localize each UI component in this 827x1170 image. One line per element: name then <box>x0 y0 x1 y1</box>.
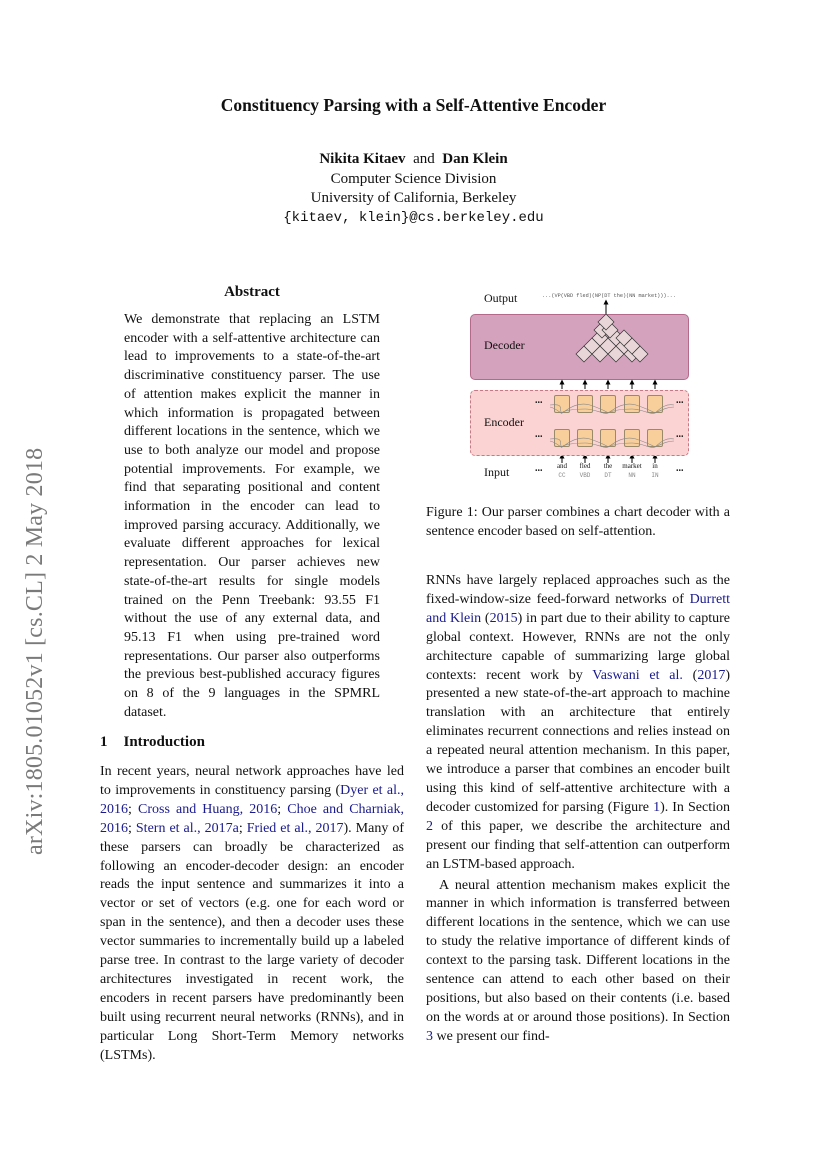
intro-paragraph-1 <box>100 763 404 1066</box>
figure-1-diagram <box>466 285 696 485</box>
text-run: ; <box>128 820 136 836</box>
citation-link[interactable]: Fried et al., 2017 <box>246 820 344 836</box>
abstract-heading: Abstract <box>224 284 280 300</box>
author-names <box>0 150 827 170</box>
input-word: in <box>652 462 658 470</box>
citation-year-link[interactable]: 2017 <box>697 667 726 683</box>
input-label: Input <box>484 465 510 479</box>
right-column <box>426 572 730 1047</box>
citation-link[interactable]: Choe and Charniak, 2016 <box>100 801 405 836</box>
pos-tag: VBD <box>579 472 591 479</box>
author-name: Nikita Kitaev <box>319 151 406 167</box>
input-word: and <box>556 462 568 470</box>
abstract-text: We demonstrate that replacing an LSTM encoder with a self-attentive architecture can lead to improvements to a state-of-the-art discriminative constituency parser. The use of attention makes explicit the manner in which information is propagated between different locations in the sentence, which we use to both analyze our model and propose potential improvements. For example, we find that separating positional and content information in the encoder can lead to improved parsing accuracy. Additionally, we evaluate different approaches for lexical representation. Our parser achieves new state-of-the-art results for single models trained on the Penn Treebank: 93.55 F1 without the use of any external data, and 95.13 F1 when using pre-trained word representations. Our parser also outperforms the previous best-published accuracy figures on 8 of the 9 languages in the SPMRL dataset. <box>124 312 380 720</box>
pos-tag: NN <box>628 472 636 479</box>
ellipsis: ... <box>676 395 684 406</box>
decoder-label: Decoder <box>484 338 525 352</box>
citation-link[interactable]: Cross and Huang, 2016 <box>138 801 278 817</box>
citation-year-link[interactable]: 2015 <box>489 610 518 626</box>
citation-link[interactable]: Stern et al., 2017a <box>135 820 239 836</box>
encoder-label: Encoder <box>484 415 524 429</box>
attention-lines-icon <box>466 285 696 485</box>
text-run: of this paper, we describe the architecture and present our finding that self-attention can outperform an LSTM-based approach. <box>426 818 730 872</box>
ellipsis: ... <box>535 463 543 474</box>
ellipsis: ... <box>676 463 684 474</box>
ellipsis: ... <box>676 429 684 440</box>
text-run: ; <box>128 801 138 817</box>
figure-ref-link[interactable]: 1 <box>653 799 661 815</box>
text-run: we present our find- <box>433 1028 550 1044</box>
text-run: ( <box>682 667 698 683</box>
section-ref-link[interactable]: 2 <box>426 818 433 834</box>
text-run: ; <box>277 801 288 817</box>
pos-tag: DT <box>604 472 612 479</box>
section-heading-introduction <box>100 734 205 751</box>
text-run: ). In Section <box>660 799 730 815</box>
affiliation-university: University of California, Berkeley <box>310 190 517 206</box>
author-joiner: and <box>413 151 435 167</box>
text-run: ) presented a new state-of-the-art approach to machine translation with an architecture that entirely eliminates recurrent connections and relies instead on a repeated neural attention mechanism. In this paper, we introduce a parser that combines an encoder built using this kind of self-attentive architecture with a decoder customized for parsing (Figure <box>426 667 730 815</box>
text-run: RNNs have largely replaced approaches such as the fixed-window-size feed-forward networks of <box>426 573 730 607</box>
text-run: In recent years, neural network approaches have led to improvements in constituency parsing ( <box>100 764 404 798</box>
pos-tag: CC <box>558 472 566 479</box>
ellipsis: ... <box>535 429 543 440</box>
ellipsis: ... <box>535 395 543 406</box>
input-word: market <box>622 462 642 470</box>
paper-title: Constituency Parsing with a Self-Attentive Encoder <box>220 95 607 115</box>
figure-1-caption: Figure 1: Our parser combines a chart decoder with a sentence encoder based on self-attention. <box>426 505 730 539</box>
text-run: ( <box>481 610 490 626</box>
output-sequence: ...(VP(VBD fled)(NP(DT the)(NN market)))... <box>542 293 676 299</box>
author-name: Dan Klein <box>442 151 508 167</box>
intro-paragraph-3 <box>426 877 730 1047</box>
section-ref-link[interactable]: 3 <box>426 1028 433 1044</box>
input-word: fled <box>579 462 591 470</box>
citation-link[interactable]: Dyer et al., 2016 <box>100 782 404 817</box>
section-title: Introduction <box>123 734 205 750</box>
citation-link[interactable]: Durrett and Klein <box>426 591 730 626</box>
text-run: ; <box>238 820 247 836</box>
intro-paragraph-2 <box>426 572 730 875</box>
citation-link[interactable]: Vaswani et al. <box>592 667 683 683</box>
author-email: {kitaev, klein}@cs.berkeley.edu <box>283 209 544 226</box>
text-run: A neural attention mechanism makes explicit the manner in which information is transferred between different locations in the sentence, which we can use to study the relative importance of different kinds of context to the parsing task. Different locations in the sentence can attend to each other based on their positions, but also based on their contents (i.e. based on the words at or around those positions). In Section <box>426 877 730 1025</box>
output-label: Output <box>484 291 518 305</box>
text-run: ) in part due to their ability to capture global context. However, RNNs are not the only architecture capable of summarizing large global contexts: recent work by <box>426 610 730 683</box>
affiliation-dept: Computer Science Division <box>330 170 497 187</box>
pos-tag: IN <box>651 472 659 479</box>
text-run: ). Many of these parsers can broadly be characterized as following an encoder-decoder design: an encoder reads the input sentence and summarizes it into a vector or set of vectors (e.g. one for each word or span in the sentence), and then a decoder uses these vector summaries to incrementally build up a labeled parse tree. In contrast to the large variety of decoder architectures investigated in recent work, the encoders in recent parsers have predominantly been built using recurrent neural networks (RNNs), and in particular Long Short-Term Memory networks (LSTMs). <box>100 820 404 1063</box>
author-block <box>0 150 827 228</box>
arxiv-stamp: arXiv:1805.01052v1 [cs.CL] 2 May 2018 <box>22 447 48 855</box>
input-word: the <box>603 462 613 470</box>
section-number: 1 <box>100 734 108 750</box>
